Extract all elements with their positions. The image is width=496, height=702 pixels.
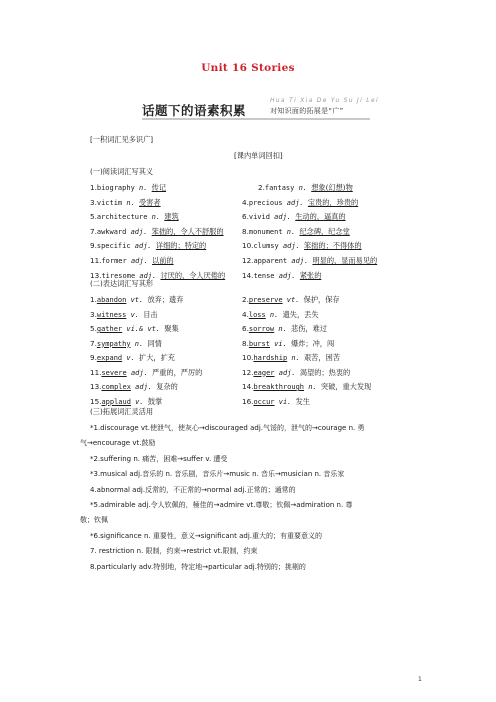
entry-meaning: 复杂的 [156, 382, 178, 391]
entry-pos: n. [134, 184, 152, 192]
entry-pos: vt. [126, 296, 148, 304]
entry-word: vivid [248, 213, 270, 222]
entry-pos: adj. [130, 242, 156, 251]
entry-meaning: 发生 [295, 396, 310, 406]
entry-meaning: 遗失，丢失 [282, 309, 319, 319]
vocab-entry [242, 382, 371, 392]
entry-word: tense [253, 271, 275, 280]
entry-number: 8. [242, 338, 249, 348]
entry-pos: adj. [282, 198, 308, 207]
vocab-entry [242, 339, 334, 349]
vocab-entry [90, 339, 162, 349]
vocab-entry [90, 368, 202, 378]
entry-number: 14. [242, 382, 254, 391]
entry-word: biography [96, 184, 135, 192]
entry-pos: adj. [274, 271, 300, 280]
entry-word: abandon [96, 296, 127, 304]
entry-word: expand [96, 354, 123, 362]
entry-number: 2. [242, 295, 249, 304]
entry-word: burst [248, 339, 270, 348]
entry-pos: adj. [126, 368, 153, 377]
entry-meaning: 明显的，显而易见的 [312, 256, 378, 265]
entry-word: victim [96, 198, 123, 207]
vocab-entry [242, 271, 321, 281]
entry-pos: v. [130, 397, 148, 406]
entry-pos: adj. [135, 271, 161, 280]
entry-number: 13. [90, 382, 102, 391]
entry-meaning: 严重的，严厉的 [152, 367, 203, 377]
entry-meaning: 同情 [147, 338, 162, 348]
entry-pos: n. [282, 227, 300, 236]
entry-word: tiresome [101, 271, 136, 280]
entry-pos: adj. [269, 213, 296, 222]
entry-pos: adj. [278, 242, 305, 251]
extension-line: *3.musical adj.音乐的 n. 音乐剧，音乐片→music n. 音乐→musician n. 音乐家 [90, 470, 345, 479]
entry-meaning: 鼓掌 [147, 396, 163, 406]
entry-word: occur [253, 397, 275, 406]
vocab-entry [90, 183, 166, 193]
entry-meaning: 放弃；遗弃 [147, 295, 184, 304]
extension-line: *6.significance n. 重要性，意义→significant adj.重大的；有重要意义的 [90, 531, 322, 540]
entry-number: 4. [242, 309, 249, 319]
entry-number: 3. [90, 197, 97, 207]
entry-pos: n. [287, 354, 305, 362]
part2-title: (二)表达词汇写其形 [90, 279, 154, 288]
entry-number: 12. [242, 367, 254, 377]
vocab-entry [90, 212, 179, 222]
entry-number: 16. [242, 396, 254, 406]
entry-meaning: 爆炸；冲，闯 [291, 338, 335, 348]
extension-line: *2.suffering n. 痛苦，困难→suffer v. 遭受 [90, 454, 228, 463]
entry-word: precious [248, 198, 283, 207]
entry-meaning: 受害者 [139, 197, 161, 207]
vocab-entry [90, 324, 179, 334]
entry-pos: adj. [274, 368, 300, 377]
entry-meaning: 渴望的；热衷的 [299, 367, 351, 377]
entry-word: gather [96, 325, 123, 333]
topic-banner [142, 97, 380, 131]
vocab-entry [90, 198, 161, 208]
entry-meaning: 保护，保存 [303, 295, 340, 304]
entry-pos: vi.& vt. [122, 325, 165, 333]
entry-number: 12. [242, 256, 254, 265]
vocab-entry [242, 324, 327, 334]
vocab-entry [242, 256, 377, 266]
banner-pinyin: Hua Ti Xia De Yu Su Ji Lei [270, 97, 379, 104]
entry-number: 6. [242, 212, 249, 222]
subheader: [课内单词回扣] [234, 151, 283, 160]
vocab-entry [242, 397, 310, 407]
entry-word: applaud [101, 397, 131, 406]
entry-pos: vi. [269, 339, 292, 348]
vocab-entry [90, 256, 174, 266]
entry-word: specific [96, 242, 131, 251]
extension-line: 气→encourage vt.鼓励 [80, 439, 156, 448]
entry-meaning: 详细的；特定的 [155, 241, 207, 251]
banner-subtitle: 对知识面的拓展是“广” [270, 107, 344, 115]
entry-word: loss [248, 310, 266, 319]
entry-meaning: 建筑 [164, 212, 179, 222]
entry-pos: n. [304, 383, 321, 391]
entry-word: former [101, 257, 127, 265]
entry-number: 5. [90, 324, 97, 333]
entry-word: awkward [96, 227, 127, 236]
entry-number: 15. [90, 396, 102, 406]
entry-meaning: 想象(幻想)物 [311, 183, 353, 192]
vocab-entry [242, 353, 340, 363]
entry-pos: adj. [126, 227, 152, 236]
vocab-entry [242, 295, 340, 305]
entry-pos: n. [274, 325, 292, 333]
entry-meaning: 笨拙的，令人不舒服的 [151, 226, 224, 236]
entry-meaning: 传记 [151, 183, 167, 192]
entry-meaning: 讨厌的，令人厌倦的 [160, 270, 226, 280]
entry-meaning: 聚集 [164, 324, 179, 333]
entry-pos: v. [122, 354, 140, 362]
section-header: [一积词汇见多识广] [90, 135, 154, 144]
vocab-entry [90, 310, 158, 320]
entry-meaning: 目击 [143, 309, 158, 319]
entry-word: monument [248, 227, 283, 236]
entry-meaning: 笨拙的；不得体的 [304, 241, 362, 251]
entry-word: fantasy [264, 184, 295, 192]
vocab-entry [90, 397, 162, 407]
entry-number: 11. [90, 367, 102, 377]
unit-title: Unit 16 Stories [201, 62, 295, 74]
entry-number: 13. [90, 270, 102, 280]
entry-meaning: 以前的 [152, 256, 174, 265]
vocab-entry [242, 198, 358, 208]
vocab-entry [90, 227, 224, 237]
extension-line: *1.discourage vt.使泄气，使灰心→discouraged adj.气馁的，泄气的→courage n. 勇 [90, 424, 365, 432]
entry-word: architecture [96, 213, 148, 222]
entry-word: sympathy [96, 339, 131, 348]
entry-pos: adj. [130, 383, 157, 391]
entry-word: witness [96, 310, 127, 319]
entry-pos: n. [294, 184, 312, 192]
entry-pos: vi. [274, 397, 296, 406]
entry-word: preserve [248, 296, 283, 304]
extension-line: 4.abnormal adj.反常的，不正常的→normal adj.正常的；通常的 [90, 485, 296, 494]
entry-word: clumsy [253, 242, 279, 251]
entry-number: 3. [90, 309, 97, 319]
entry-word: hardship [253, 354, 288, 362]
entry-number: 7. [90, 338, 97, 348]
entry-number: 9. [90, 353, 97, 362]
entry-meaning: 艰苦，困苦 [304, 353, 340, 362]
entry-pos: n. [265, 310, 283, 319]
vocab-entry [90, 382, 178, 392]
entry-pos: adj. [287, 257, 313, 265]
entry-word: severe [101, 368, 127, 377]
entry-meaning: 宝贵的，珍贵的 [307, 197, 359, 207]
entry-number: 1. [90, 295, 97, 304]
entry-word: eager [253, 368, 275, 377]
extension-line: *5.admirable adj.令人钦佩的，極佳的→admire vt.尊敬；钦佩→admiration n. 尊 [90, 501, 353, 509]
entry-pos: n. [130, 339, 148, 348]
entry-meaning: 悲伤，难过 [291, 324, 327, 333]
entry-meaning: 纪念碑，纪念堂 [299, 226, 350, 236]
vocab-entry [90, 241, 206, 251]
extension-line: 8.particularly adv.特别地，特定地→particular adj.特别的；挑剔的 [90, 562, 306, 571]
entry-number: 10. [242, 353, 254, 362]
vocab-entry [90, 353, 175, 363]
entry-pos: n. [147, 213, 165, 222]
vocab-entry [242, 212, 346, 222]
vocab-entry [258, 183, 353, 193]
entry-number: 9. [90, 241, 97, 251]
entry-word: complex [101, 383, 131, 391]
part1-title: (一)阅读词汇写其义 [90, 167, 154, 176]
entry-number: 2. [258, 183, 265, 192]
entry-meaning: 生动的，逼真的 [295, 212, 346, 222]
entry-word: sorrow [248, 325, 275, 333]
extension-line: 7. restriction n. 限制，约束→restrict vt.限制，约束 [90, 547, 258, 556]
page-number: 1 [418, 676, 422, 683]
entry-number: 4. [242, 197, 249, 207]
vocab-entry [242, 310, 319, 320]
entry-number: 8. [242, 226, 249, 236]
entry-meaning: 扩大，扩充 [139, 353, 175, 362]
entry-number: 11. [90, 256, 102, 265]
vocab-entry [242, 241, 362, 251]
part3-title: (三)拓展词汇灵活用 [90, 407, 154, 416]
vocab-entry [242, 227, 350, 237]
banner-divider [142, 118, 370, 120]
entry-pos: vt. [282, 296, 304, 304]
extension-line: 敬；钦佩 [80, 516, 108, 525]
entry-number: 1. [90, 183, 97, 192]
banner-main-text: 话题下的语素积累 [142, 103, 247, 118]
entry-number: 7. [90, 226, 97, 236]
entry-pos: n. [122, 198, 140, 207]
entry-number: 6. [242, 324, 249, 333]
entry-word: breakthrough [253, 383, 305, 391]
entry-number: 14. [242, 270, 254, 280]
entry-word: apparent [253, 257, 288, 265]
entry-number: 10. [242, 241, 254, 251]
vocab-entry [242, 368, 350, 378]
entry-number: 5. [90, 212, 97, 222]
entry-meaning: 紧张的 [299, 270, 322, 280]
vocab-entry [90, 295, 183, 305]
entry-pos: adj. [126, 257, 153, 265]
entry-pos: v. [126, 310, 144, 319]
entry-meaning: 突破，重大发现 [320, 382, 372, 391]
